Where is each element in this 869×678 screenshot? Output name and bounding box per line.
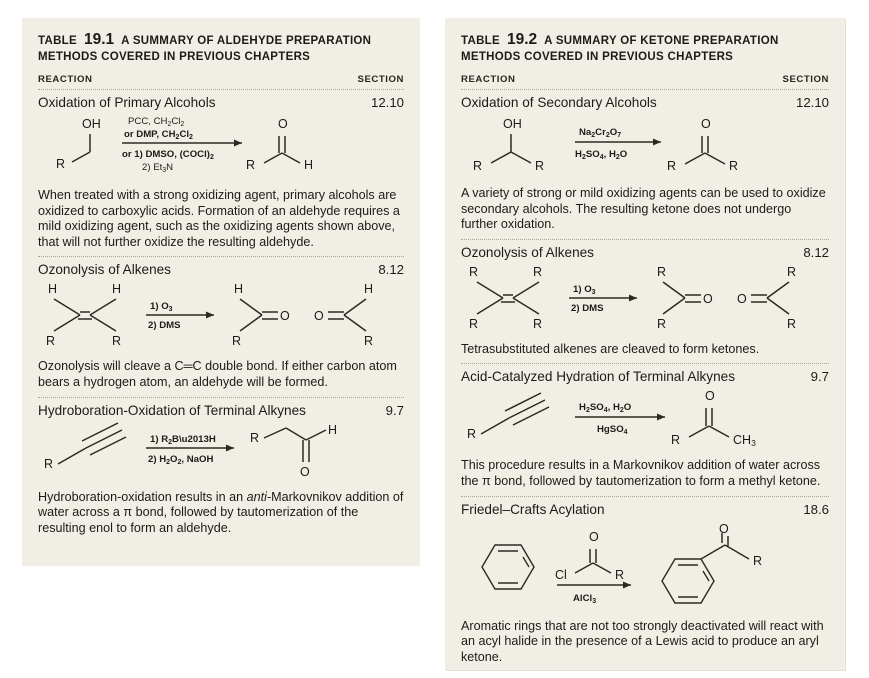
divider: [461, 89, 829, 90]
svg-text:R: R: [657, 316, 667, 331]
reaction-row-header: [461, 369, 829, 384]
scheme-friedel-crafts-acylation: [461, 519, 829, 615]
column-header-section: SECTION: [357, 74, 404, 85]
svg-text:R: R: [467, 427, 477, 442]
table-19-1-panel: [22, 18, 420, 566]
svg-text:1) O3: 1) $O_3$: [150, 301, 173, 314]
svg-text:2) DMS: 2) DMS: [571, 302, 604, 314]
reaction-name: Acid-Catalyzed Hydration of Terminal Alkynes: [461, 369, 736, 385]
scheme-hydroboration-oxidation: [38, 420, 404, 486]
table-19-1-title: [38, 32, 404, 65]
svg-text:H: H: [304, 158, 314, 172]
svg-text:Cl: Cl: [555, 567, 567, 582]
svg-text:H: H: [328, 422, 338, 437]
svg-text:Na2Cr2O7: $Na_2Cr_2O_7$: [579, 127, 622, 139]
svg-text:R: R: [364, 334, 374, 349]
section-number: 12.10: [370, 95, 404, 110]
svg-text:O: O: [737, 291, 747, 306]
reaction-name: Ozonolysis of Alkenes: [38, 262, 171, 278]
svg-text:OH: OH: [82, 117, 101, 131]
reaction-row-header: [461, 502, 829, 517]
svg-text:2) H2O2, NaOH: 2) $H_2O_2$, NaOH: [148, 453, 214, 466]
reaction-description: This procedure results in a Markovnikov addition of water across the π bond, followed by tautomerization to form a methyl ketone.: [461, 458, 821, 488]
svg-text:R: R: [657, 264, 667, 279]
svg-text:or DMP, CH2Cl2: or DMP, $CH_2Cl_2$: [124, 129, 193, 141]
svg-text:R: R: [753, 553, 763, 568]
column-header-reaction: REACTION: [461, 74, 516, 85]
reaction-description: Aromatic rings that are not too strongly deactivated will react with an acyl halide in the presence of a Lewis acid to produce an aryl ketone.: [461, 618, 824, 664]
svg-text:O: O: [278, 117, 288, 131]
table-19-2-column-headers: [461, 74, 829, 85]
svg-text:HgSO4: HgSO$_4$: [597, 424, 628, 437]
divider: [461, 496, 829, 497]
divider: [38, 256, 404, 257]
reaction-name: Oxidation of Secondary Alcohols: [461, 95, 657, 110]
benzene-ring-icon: [482, 545, 534, 589]
svg-text:R: R: [667, 159, 677, 173]
svg-text:PCC, CH2Cl2: PCC, $CH_2Cl_2$: [128, 116, 185, 128]
reaction-name: Ozonolysis of Alkenes: [461, 244, 594, 260]
svg-text:R: R: [729, 159, 739, 173]
svg-text:R: R: [44, 456, 54, 471]
svg-text:R: R: [787, 264, 797, 279]
reaction-row-header: [38, 262, 404, 277]
svg-text:R: R: [533, 316, 543, 331]
svg-text:1) R2B\u2013H: 1) $R_2B\backslash u2013H$: [150, 433, 216, 446]
desc-emphasis: anti-: [246, 489, 272, 504]
svg-text:2) DMS: 2) DMS: [148, 320, 181, 332]
scheme-ozonolysis-alkenes-aldehyde: [38, 279, 404, 355]
table-title-line1: A SUMMARY OF KETONE PREPARATION: [544, 35, 779, 47]
table-19-2-panel: [445, 18, 845, 670]
section-number: 12.10: [795, 95, 829, 110]
svg-text:R: R: [469, 316, 479, 331]
reaction-name: Friedel–Crafts Acylation: [461, 501, 605, 517]
benzene-ring-icon: [662, 559, 714, 603]
svg-text:R: R: [46, 334, 56, 349]
table-label: TABLE: [461, 35, 500, 47]
reaction-description: Tetrasubstituted alkenes are cleaved to form ketones.: [461, 341, 760, 356]
table-19-2-title: [461, 32, 829, 65]
reaction-description: Ozonolysis will cleave a C═C double bond. If either carbon atom bears a hydrogen atom, an aldehyde will be formed.: [38, 359, 397, 389]
reaction-description: A variety of strong or mild oxidizing agents can be used to oxidize secondary alcohols. The resulting ketone does not undergo further oxidation.: [461, 186, 826, 232]
svg-text:R: R: [232, 334, 242, 349]
table-label: TABLE: [38, 35, 77, 47]
section-number: 8.12: [803, 244, 829, 260]
table-title-line2: METHODS COVERED IN PREVIOUS CHAPTERS: [461, 51, 734, 63]
reaction-row-header: [461, 95, 829, 110]
svg-text:1) O3: 1) $O_3$: [573, 283, 596, 296]
table-title-line2: METHODS COVERED IN PREVIOUS CHAPTERS: [38, 51, 311, 63]
section-number: 9.7: [810, 369, 829, 385]
reaction-name: Hydroboration-Oxidation of Terminal Alkynes: [38, 402, 306, 418]
svg-text:R: R: [112, 334, 122, 349]
svg-text:H: H: [234, 282, 244, 297]
svg-text:O: O: [703, 291, 713, 306]
table-title-line1: A SUMMARY OF ALDEHYDE PREPARATION: [121, 35, 372, 47]
svg-text:O: O: [300, 464, 310, 479]
svg-text:H2SO4, H2O: $H_2SO_4$, $H_2O$: [579, 402, 632, 415]
scheme-acid-catalyzed-hydration: [461, 386, 829, 454]
svg-text:O: O: [705, 389, 715, 404]
scheme-oxidation-primary-alcohols: [38, 112, 404, 184]
scheme-ozonolysis-alkenes-ketone: [461, 262, 829, 338]
column-header-reaction: REACTION: [38, 74, 93, 85]
svg-text:AlCl3: AlCl$_3$: [573, 592, 597, 605]
column-header-section: SECTION: [782, 74, 829, 85]
reaction-row-header: [38, 95, 404, 110]
desc-part-1: Hydroboration-oxidation results in an: [38, 489, 247, 504]
svg-text:R: R: [250, 430, 260, 445]
svg-text:or 1) DMSO, (COCl)2: or 1) DMSO, $(COCl)_2$: [122, 149, 214, 161]
divider: [38, 397, 404, 398]
svg-text:H: H: [364, 282, 374, 297]
svg-text:R: R: [533, 264, 543, 279]
svg-text:H: H: [48, 282, 58, 297]
svg-text:O: O: [280, 309, 290, 324]
svg-text:OH: OH: [503, 117, 522, 131]
svg-text:H2SO4, H2O: $H_2SO_4$, $H_2O$: [575, 149, 628, 161]
divider: [461, 363, 829, 364]
table-19-1-column-headers: [38, 74, 404, 85]
reaction-description: [38, 490, 404, 537]
table-number: 19.1: [83, 31, 115, 48]
reaction-row-header: [38, 403, 404, 418]
reaction-row-header: [461, 245, 829, 260]
svg-text:R: R: [56, 157, 66, 171]
svg-text:R: R: [473, 159, 483, 173]
svg-text:O: O: [589, 529, 599, 544]
svg-text:R: R: [469, 264, 479, 279]
reaction-name: Oxidation of Primary Alcohols: [38, 95, 216, 110]
svg-text:R: R: [246, 158, 256, 172]
desc-part-2: Markovnikov addition of water across a π bond, followed by tautomerization of the resulting enol to form an aldehyde.: [38, 489, 404, 535]
svg-text:H: H: [112, 282, 122, 297]
svg-text:R: R: [787, 316, 797, 331]
reaction-description: When treated with a strong oxidizing agent, primary alcohols are oxidized to carboxylic acids. Formation of an aldehyde requires a mild oxidizing agent, such as the oxidizing agents shown above, that will not further oxidize the resulting aldehyde.: [38, 188, 400, 249]
divider: [38, 89, 404, 90]
svg-text:O: O: [719, 521, 729, 536]
scheme-oxidation-secondary-alcohols: [461, 112, 829, 182]
svg-text:R: R: [535, 159, 545, 173]
section-number: 9.7: [385, 402, 404, 418]
svg-text:2) Et3N: 2) $Et_3N$: [142, 162, 174, 174]
divider: [461, 239, 829, 240]
table-number: 19.2: [506, 31, 538, 48]
svg-text:O: O: [701, 117, 711, 131]
section-number: 8.12: [378, 262, 404, 278]
svg-text:R: R: [671, 433, 681, 448]
section-number: 18.6: [803, 501, 829, 517]
svg-text:R: R: [615, 567, 625, 582]
svg-text:CH3: CH3: [733, 433, 756, 449]
svg-text:O: O: [314, 309, 324, 324]
